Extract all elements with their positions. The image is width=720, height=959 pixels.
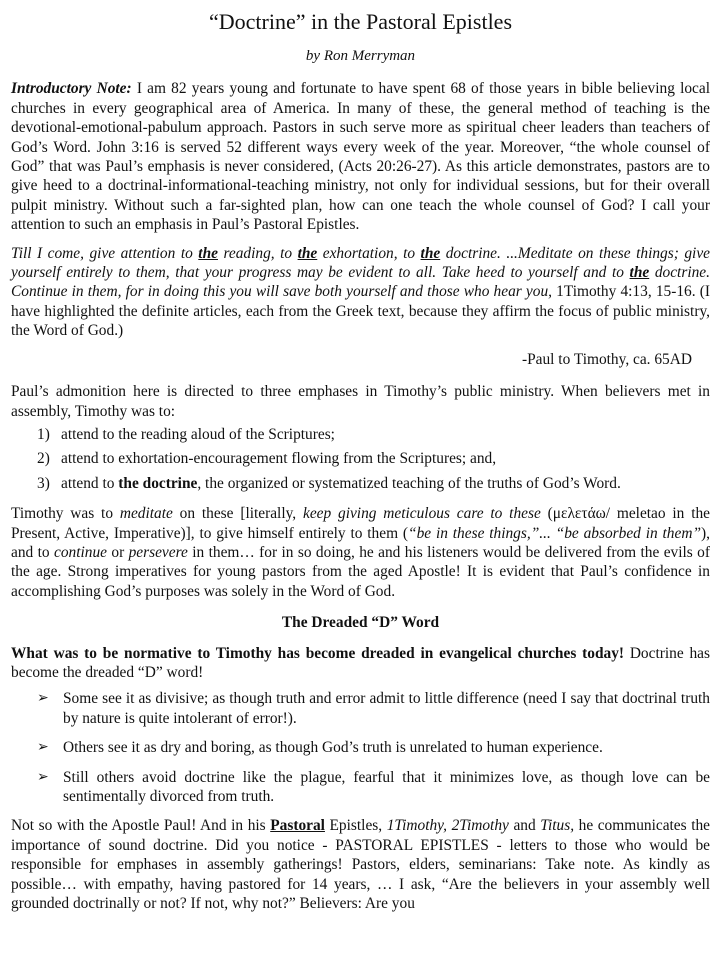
text-run: (μελετάω/ meletao in the Present, Active, Imperative)], to give himself entirely to them ( [11, 505, 711, 542]
text-run: Not so with the Apostle Paul! And in his [11, 817, 271, 835]
bullet-text: Some see it as divisive; as though truth and error admit to little difference (need I say that doctrinal truth by nature is quite intolerant of error!). [63, 690, 710, 727]
bullet-text: Still others avoid doctrine like the plague, fearful that it minimizes love, as though love can be sentimentally divorced from truth. [63, 768, 710, 805]
italic-run: Titus, [540, 817, 575, 835]
list-text: attend to [61, 474, 119, 492]
quote-part: exhortation, to [317, 244, 421, 262]
highlighted-article: the [198, 244, 218, 262]
highlighted-article: the [297, 244, 318, 262]
list-item [37, 449, 710, 468]
text-run: Epistles, [324, 817, 387, 835]
list-item [37, 474, 710, 493]
section-heading: The Dreaded “D” Word [281, 614, 440, 632]
admonition-paragraph: Paul’s admonition here is directed to three emphases in Timothy’s public ministry. When believers met in assembly, Timothy was to: [11, 383, 710, 420]
lead-paragraph [11, 644, 710, 683]
italic-run: persevere [128, 543, 188, 561]
list-item [37, 768, 710, 807]
timothy-paragraph [11, 504, 710, 601]
list-number: 2) [37, 450, 50, 468]
arrow-bullet-icon: ➢ [37, 768, 49, 785]
text-run: in them… for in so doing, he and his listeners would be delivered from the evils of the age. Strong imperatives for young pastors from the aged Apostle! It is evident that Paul’s confidence in accomplishing God’s purposes was solely in the Word of God. [11, 543, 710, 600]
objections-list [11, 689, 710, 806]
text-run: Timothy was to [11, 505, 120, 523]
list-text: , the organized or systematized teaching of the truths of God’s Word. [197, 474, 621, 492]
text-run: and [508, 817, 541, 835]
text-run: he communicates the importance of sound doctrine. Did you notice - PASTORAL EPISTLES - letters to those who would be responsible for emphases in assembly gatherings! Pastors, elders, seminarians: Take note. As kindly as possible… with empathy, having pastored for 14 years, … I ask, “Are the believers in your assembly well grounded doctrinally or not? If not, why not?” Believers: Are you [11, 817, 710, 913]
list-item-text [61, 425, 710, 444]
quote-signature: -Paul to Timothy, ca. 65AD [521, 350, 692, 368]
arrow-bullet-icon: ➢ [37, 739, 49, 756]
list-item-text [61, 474, 710, 493]
lead-bold: What was to be normative to Timothy has become dreaded in evangelical churches today! [11, 644, 625, 662]
quote-reference: 1Timothy 4:13, 15-16. (I have highlighted the definite articles, each from the Greek text, because they affirm the focus of public ministry, the Word of God.) [11, 283, 710, 340]
list-number: 3) [37, 474, 50, 492]
intro-label: Introductory Note: [11, 80, 132, 98]
quote-part: doctrine. Continue in them, for in doing this you will save both yourself and those who hear you, [11, 264, 710, 301]
list-number: 1) [37, 425, 50, 443]
intro-text: I am 82 years young and fortunate to have spent 68 of those years in bible believing local churches in every geographical area of America. In many of these, the general method of teaching is the devotional-emotional-pabulum approach. Pastors in such serve more as spiritual cheer leaders than teachers of God’s Word. John 3:16 is served 52 different ways every week of the year. Moreover, “the whole counsel of God” that was Paul’s emphasis is never considered, (Acts 20:26-27). As this article demonstrates, pastors are to give heed to a doctrinal-informational-teaching ministry, not only for individual sessions, but for their overall pulpit ministry. Without such a far-sighted plan, how can one teach the whole counsel of God? I call your attention to such an emphasis in Paul’s Pastoral Epistles. [11, 80, 710, 234]
text-run: or [106, 543, 129, 561]
scripture-quote [11, 244, 710, 341]
italic-run: 1Timothy, 2Timothy [386, 817, 509, 835]
highlighted-article: the [420, 244, 441, 262]
author-byline: by Ron Merryman [305, 48, 416, 64]
arrow-bullet-icon: ➢ [37, 690, 49, 707]
list-text: attend to exhortation-encouragement flowing from the Scriptures; and, [61, 450, 497, 468]
quote-part: doctrine. ...Meditate on these things; give yourself entirely to them, that your progress may be evident to all. Take heed to yourself and to [11, 244, 710, 282]
quote-part: Till I come, give attention to [11, 244, 199, 262]
list-text: attend to the reading aloud of the Scriptures; [61, 425, 335, 443]
underlined-bold-run: Pastoral [270, 817, 325, 835]
italic-run: meditate [119, 505, 173, 523]
list-bold: the doctrine [118, 474, 198, 492]
italic-run: keep giving meticulous care to these [302, 505, 541, 523]
text-run: ), and to [11, 524, 710, 561]
bullet-text: Others see it as dry and boring, as though God’s truth is unrelated to human experience. [63, 739, 603, 757]
list-item [37, 738, 710, 757]
list-item [37, 425, 710, 444]
introductory-note [11, 79, 710, 234]
highlighted-article: the [629, 264, 650, 282]
document-title: “Doctrine” in the Pastoral Epistles [208, 9, 513, 34]
closing-paragraph [11, 816, 710, 913]
list-item [37, 689, 710, 728]
list-item-text [61, 449, 710, 468]
quote-part: reading, to [217, 244, 298, 262]
emphases-list [11, 425, 710, 493]
text-run: on these [literally, [172, 505, 303, 523]
lead-text: Doctrine has become the dreaded “D” word! [11, 644, 710, 681]
italic-run: continue [53, 543, 107, 561]
italic-run: “be in these things,”... “be absorbed in them” [408, 524, 702, 542]
